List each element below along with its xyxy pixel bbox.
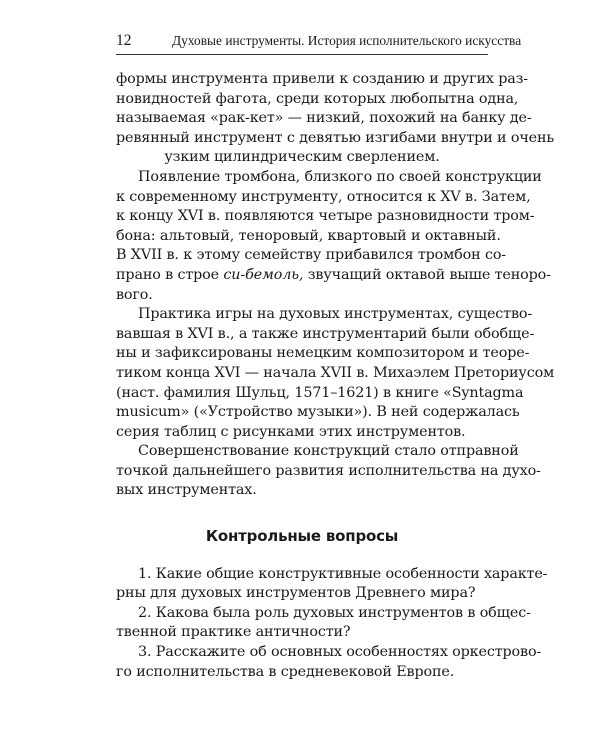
question-2 xyxy=(116,604,531,643)
emphasis-text: си-бемоль, xyxy=(223,266,304,283)
paragraph-trombone xyxy=(116,168,551,305)
header-rule xyxy=(116,54,488,55)
text-line: формы инструмента привели к созданию и других раз- xyxy=(116,71,529,87)
paragraph-praetorius xyxy=(116,305,555,442)
text-line: называемая «рак-кет» — низкий, похожий на банку де- xyxy=(116,110,532,127)
text-line: Практика игры на духовых инструментах, существо- xyxy=(138,306,533,323)
text-line: вого. xyxy=(116,286,153,303)
page-number: 12 xyxy=(116,32,132,49)
text-line: ны и зафиксированы немецким композитором и теоре- xyxy=(116,345,530,362)
text-line: ревянный инструмент с девятью изгибами внутри и очень xyxy=(116,129,555,146)
text-line-emphasis: прано в строе си-бемоль, звучащий октавой выше теноро- xyxy=(116,266,551,283)
text-line: твенной практике античности? xyxy=(116,624,351,641)
text-line: Появление тромбона, близкого по своей конструкции xyxy=(138,168,542,185)
running-title: Духовые инструменты. История исполнительского искусства xyxy=(172,33,522,48)
text-line: серия таблиц с рисунками этих инструментов. xyxy=(116,423,466,440)
text-line: 2. Какова была роль духовых инструментов в общес- xyxy=(138,604,531,621)
text-line: 3. Расскажите об основных особенностях оркестрово- xyxy=(138,644,542,661)
text-line: В XVII в. к этому семейству прибавился тромбон со- xyxy=(116,247,507,264)
question-1 xyxy=(116,565,548,604)
running-head xyxy=(116,27,522,49)
text-line: Совершенствование конструкций стало отправной xyxy=(138,443,519,460)
text-line: точкой дальнейшего развития исполнительства на духо- xyxy=(116,462,541,479)
text-line: вавшая в XVI в., а также инструментарий были обобще- xyxy=(116,325,535,342)
text-line: узким цилиндрическим сверлением. xyxy=(164,149,440,166)
text-line: (наст. фамилия Шульц, 1571–1621) в книге «Syntagma xyxy=(116,384,524,401)
text-line: новидностей фагота, среди которых любопытна одна, xyxy=(116,90,519,107)
text-line: 1. Какие общие конструктивные особенности характе- xyxy=(138,565,548,582)
text-line: рны для духовых инструментов Древнего мира? xyxy=(116,585,476,602)
text-line: вых инструментах. xyxy=(116,482,257,499)
text-line: к современному инструменту, относится к XV в. Затем, xyxy=(116,188,531,205)
main-text xyxy=(116,70,555,682)
paragraph-conclusion xyxy=(116,442,541,501)
text-line: тиком конца XVI — начала XVII в. Михаэлем Преториусом xyxy=(116,364,555,381)
text-line: к концу XVI в. появляются четыре разновидности тром- xyxy=(116,208,535,225)
paragraph-fagot xyxy=(116,70,555,168)
text-line: бона: альтовый, теноровый, квартовый и октавный. xyxy=(116,227,501,244)
section-heading: Контрольные вопросы xyxy=(205,527,399,546)
question-3 xyxy=(116,643,542,682)
text-line: musicum» («Устройство музыки»). В ней содержалась xyxy=(116,404,520,421)
text-line: го исполнительства в средневековой Европе. xyxy=(116,663,455,680)
